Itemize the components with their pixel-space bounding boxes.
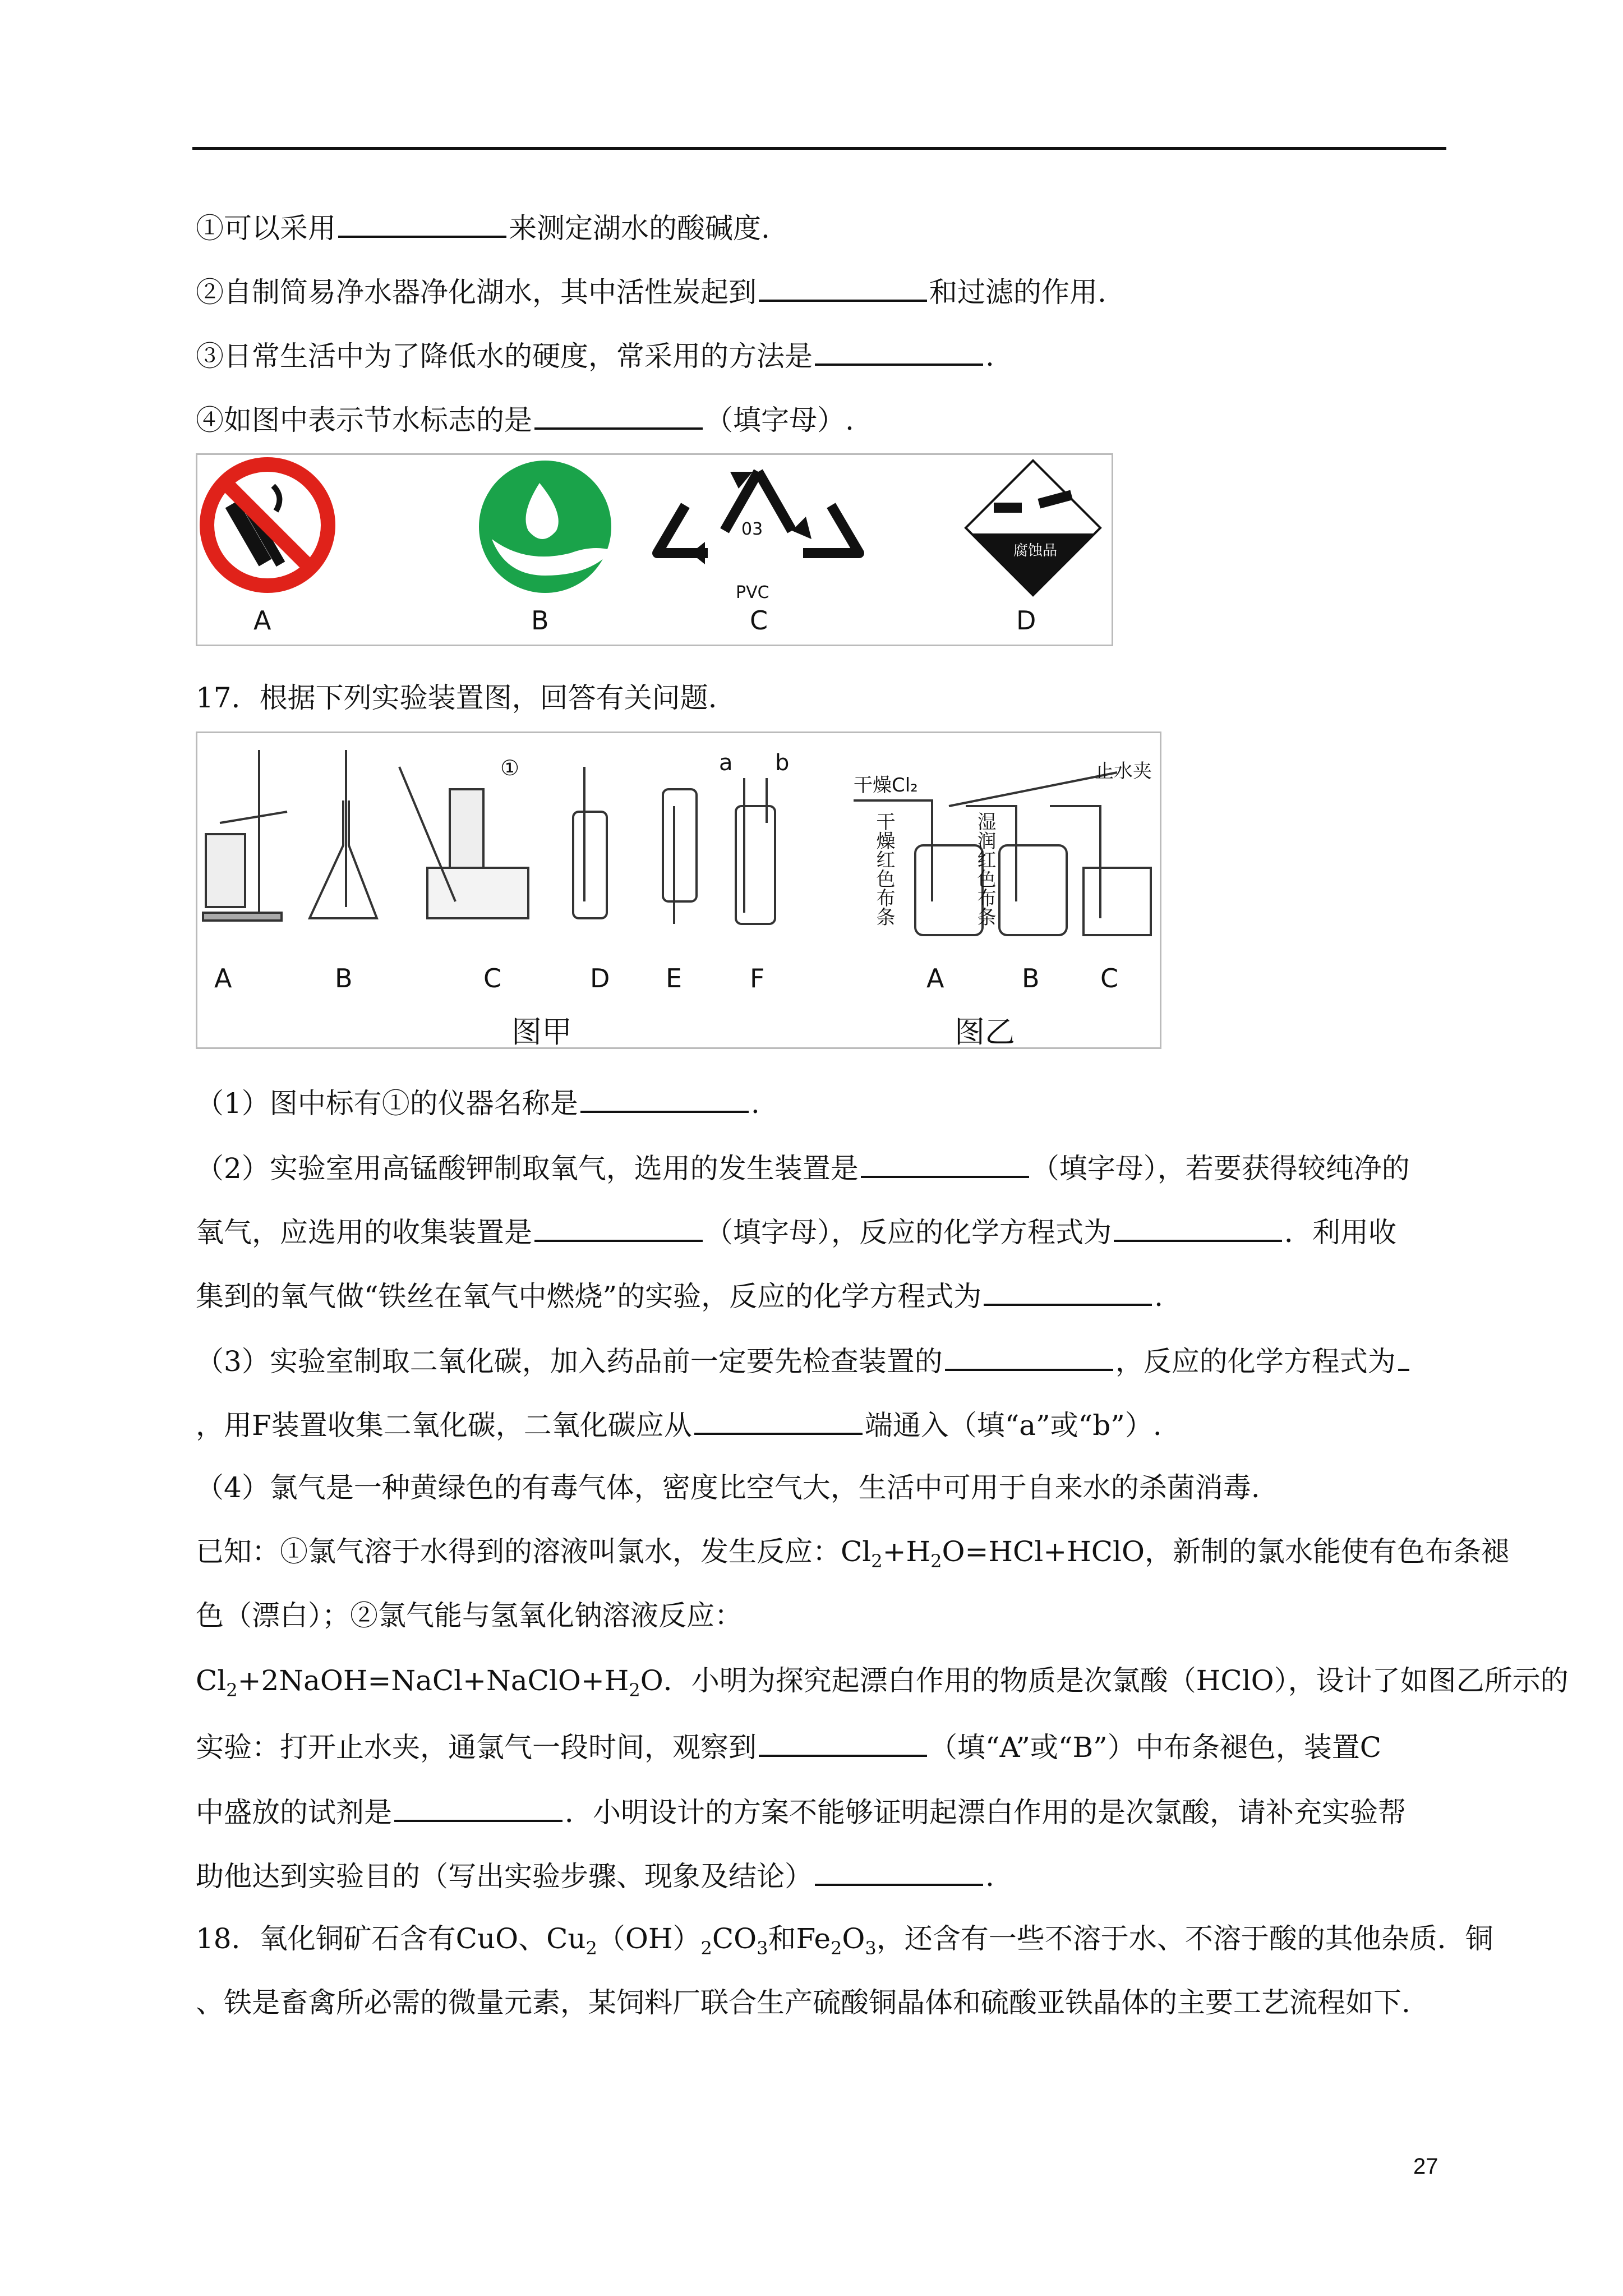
text: ②自制简易净水器净化湖水，其中活性炭起到: [196, 276, 757, 309]
text: ．小明设计的方案不能够证明起漂白作用的是次氯酸，请补充实验帮: [565, 1796, 1406, 1829]
page-number: 27: [1413, 2154, 1438, 2179]
answer-blank[interactable]: [759, 1727, 927, 1757]
q17-p4-6: [196, 1792, 1406, 1830]
text: （填字母），若要获得较纯净的: [1031, 1152, 1410, 1185]
q17-p4-1: （4）氯气是一种黄绿色的有毒气体，密度比空气大，生活中可用于自来水的杀菌消毒.: [196, 1471, 1260, 1504]
text: ．利用收: [1284, 1216, 1396, 1249]
q17-p4-7: [196, 1856, 994, 1894]
q17-p4-5: [196, 1727, 1381, 1765]
sign-label-c: C: [750, 605, 768, 636]
yi-label-b: B: [1022, 963, 1040, 993]
caption-yi: 图乙: [955, 1014, 1015, 1050]
answer-blank[interactable]: [945, 1341, 1113, 1371]
text: 18．氧化铜矿石含有CuO、Cu: [196, 1922, 586, 1955]
answer-blank[interactable]: [534, 399, 703, 430]
answer-blank[interactable]: [534, 1212, 703, 1242]
text: 和过滤的作用.: [929, 276, 1106, 309]
answer-blank[interactable]: [338, 208, 506, 238]
text: .: [985, 340, 994, 372]
subscript: 3: [757, 1938, 768, 1959]
subscript: 2: [629, 1680, 640, 1701]
text: （1）图中标有①的仪器名称是: [196, 1087, 578, 1120]
answer-blank[interactable]: [984, 1276, 1152, 1306]
q18-line-1: [196, 1921, 1493, 1966]
subscript: 2: [700, 1938, 712, 1959]
text: （填字母）.: [705, 404, 854, 436]
q17-p4-4: [196, 1663, 1569, 1708]
q16-line-4: [196, 399, 854, 438]
text: 中盛放的试剂是: [196, 1796, 392, 1829]
q18-line-2: 、铁是畜禽所必需的微量元素，某饲料厂联合生产硫酸铜晶体和硫酸亚铁晶体的主要工艺流程如下.: [196, 1986, 1410, 2019]
jia-label-a: A: [214, 963, 232, 993]
text: （3）实验室制取二氧化碳，加入药品前一定要先检查装置的: [196, 1345, 943, 1378]
clamp-label: 止水夹: [1095, 760, 1152, 783]
text: O=HCl+HClO，新制的氯水能使有色布条褪: [942, 1535, 1509, 1568]
text: 实验：打开止水夹，通氯气一段时间，观察到: [196, 1731, 757, 1764]
signs-svg: [197, 455, 1112, 645]
text: 端通入（填“a”或“b”）.: [864, 1409, 1162, 1442]
q17-p2-3: [196, 1276, 1163, 1314]
q17-p3-1: [196, 1341, 1412, 1379]
subscript: 2: [871, 1550, 883, 1572]
text: ，反应的化学方程式为: [1115, 1345, 1396, 1378]
subscript: 2: [585, 1938, 597, 1959]
no-smoking-icon: [207, 464, 328, 586]
circle-mark-1: ①: [500, 756, 520, 780]
text: ①可以采用: [196, 212, 336, 245]
text: +H: [882, 1535, 931, 1568]
text: 氧气，应选用的收集装置是: [196, 1216, 532, 1249]
text: ④如图中表示节水标志的是: [196, 404, 532, 436]
subscript: 2: [831, 1938, 842, 1959]
q17-title: 17．根据下列实验装置图，回答有关问题.: [196, 682, 717, 714]
text: ，还含有一些不溶于水、不溶于酸的其他杂质．铜: [876, 1922, 1493, 1955]
text: O．小明为探究起漂白作用的物质是次氯酸（HClO），设计了如图乙所示的: [640, 1664, 1569, 1697]
text: ③日常生活中为了降低水的硬度，常采用的方法是: [196, 340, 813, 372]
corrosive-icon: [966, 461, 1100, 595]
answer-blank[interactable]: [759, 272, 927, 302]
answer-blank[interactable]: [815, 1856, 983, 1886]
q16-line-3: [196, 335, 994, 374]
caption-jia: 图甲: [511, 1014, 572, 1050]
text: 已知：①氯气溶于水得到的溶液叫氯水，发生反应：Cl: [196, 1535, 872, 1568]
recycle-code: 03: [741, 519, 763, 539]
answer-blank[interactable]: [580, 1083, 749, 1113]
answer-blank[interactable]: [815, 335, 983, 366]
yi-label-c: C: [1100, 963, 1119, 993]
jia-label-b: B: [335, 963, 353, 993]
jia-label-c: C: [483, 963, 502, 993]
header-rule: [192, 147, 1446, 150]
answer-blank[interactable]: [861, 1148, 1029, 1178]
text: ，用F装置收集二氧化碳，二氧化碳应从: [196, 1409, 692, 1442]
q17-p3-2: [196, 1405, 1162, 1443]
q16-line-1: [196, 208, 770, 246]
text: CO: [712, 1922, 757, 1955]
wet-cloth-label: 湿润红色布条: [974, 812, 996, 926]
subscript: 2: [930, 1550, 942, 1572]
text: .: [985, 1860, 994, 1893]
recycle-text: PVC: [736, 583, 769, 602]
apparatus-figure: [196, 731, 1161, 1049]
text: O: [842, 1922, 865, 1955]
text: （填“A”或“B”）中布条褪色，装置C: [929, 1731, 1382, 1764]
corrosive-text: 腐蚀品: [1013, 542, 1058, 559]
water-saving-icon: [479, 461, 612, 593]
port-a: a: [719, 750, 733, 776]
answer-blank[interactable]: [694, 1405, 863, 1435]
text: +2NaOH=NaCl+NaClO+H: [237, 1664, 629, 1697]
text: 助他达到实验目的（写出实验步骤、现象及结论）: [196, 1860, 813, 1893]
text: .: [1154, 1280, 1164, 1313]
subscript: 2: [226, 1680, 238, 1701]
text: .: [750, 1087, 760, 1120]
sign-label-b: B: [531, 605, 549, 636]
answer-blank[interactable]: [394, 1792, 562, 1822]
subscript: 3: [865, 1938, 877, 1959]
jia-label-d: D: [590, 963, 610, 993]
jia-label-f: F: [750, 963, 765, 993]
q17-p2-1: [196, 1148, 1410, 1186]
yi-label-a: A: [926, 963, 944, 993]
q17-p1: [196, 1083, 760, 1121]
q17-p2-2: [196, 1212, 1396, 1250]
answer-blank[interactable]: [1398, 1341, 1409, 1371]
sign-label-d: D: [1016, 605, 1036, 636]
port-b: b: [775, 750, 790, 776]
q17-p4-3: 色（漂白）；②氯气能与氢氧化钠溶液反应：: [196, 1599, 743, 1632]
signs-figure: [196, 453, 1113, 646]
q16-line-2: [196, 272, 1106, 310]
answer-blank[interactable]: [1114, 1212, 1282, 1242]
text: （填字母），反应的化学方程式为: [705, 1216, 1112, 1249]
dry-cloth-label: 干燥红色布条: [873, 812, 895, 926]
text: （OH）: [597, 1922, 701, 1955]
apparatus-svg: [197, 733, 1160, 1047]
text: 来测定湖水的酸碱度.: [509, 212, 770, 245]
text: Cl: [196, 1664, 227, 1697]
sign-label-a: A: [253, 605, 271, 636]
jia-label-e: E: [666, 963, 683, 993]
q17-p4-2: [196, 1534, 1509, 1579]
recycle-icon: [657, 472, 859, 564]
text: （2）实验室用高锰酸钾制取氧气，选用的发生装置是: [196, 1152, 859, 1185]
text: 集到的氧气做“铁丝在氧气中燃烧”的实验，反应的化学方程式为: [196, 1280, 982, 1313]
dry-cl2-label: 干燥Cl₂: [854, 774, 918, 797]
text: 和Fe: [768, 1922, 831, 1955]
